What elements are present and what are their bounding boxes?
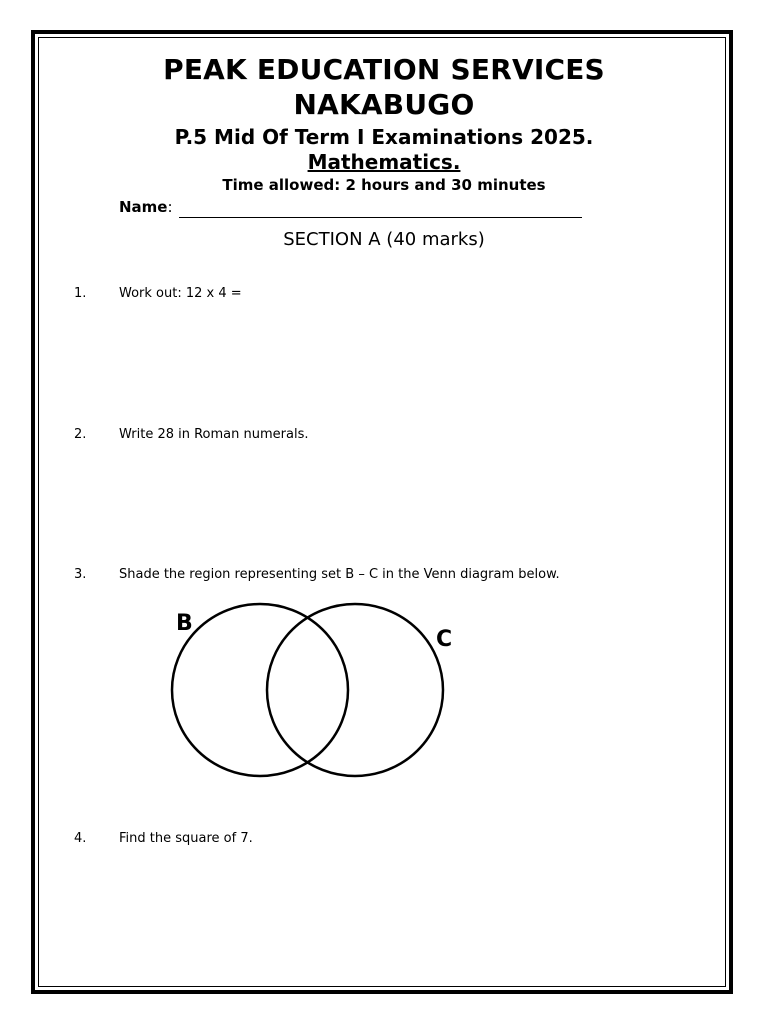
name-blank-line[interactable] xyxy=(179,199,582,218)
section-heading: SECTION A (40 marks) xyxy=(283,229,485,250)
venn-label-c: C xyxy=(436,627,453,652)
question-2-text: Write 28 in Roman numerals. xyxy=(119,427,309,442)
venn-circle-b[interactable] xyxy=(172,604,348,776)
school-name-line1: PEAK EDUCATION SERVICES xyxy=(163,53,605,86)
venn-label-b: B xyxy=(176,611,193,636)
question-4-text: Find the square of 7. xyxy=(119,831,253,846)
time-allowed: Time allowed: 2 hours and 30 minutes xyxy=(222,176,546,194)
question-3-number: 3. xyxy=(74,567,87,582)
subject-text: Mathematics. xyxy=(307,150,461,174)
name-colon: : xyxy=(167,198,173,216)
venn-diagram xyxy=(160,600,460,790)
school-name-line2: NAKABUGO xyxy=(293,88,475,121)
question-1-text: Work out: 12 x 4 = xyxy=(119,286,242,301)
venn-circle-c[interactable] xyxy=(267,604,443,776)
school-name xyxy=(80,52,688,122)
question-4-number: 4. xyxy=(74,831,87,846)
name-label: Name xyxy=(119,198,168,216)
question-1-number: 1. xyxy=(74,286,87,301)
exam-title: P.5 Mid Of Term I Examinations 2025. xyxy=(174,125,594,149)
name-field-row xyxy=(119,196,582,218)
question-3-text: Shade the region representing set B – C in the Venn diagram below. xyxy=(119,567,560,582)
question-2-number: 2. xyxy=(74,427,87,442)
subject-title xyxy=(80,149,688,175)
